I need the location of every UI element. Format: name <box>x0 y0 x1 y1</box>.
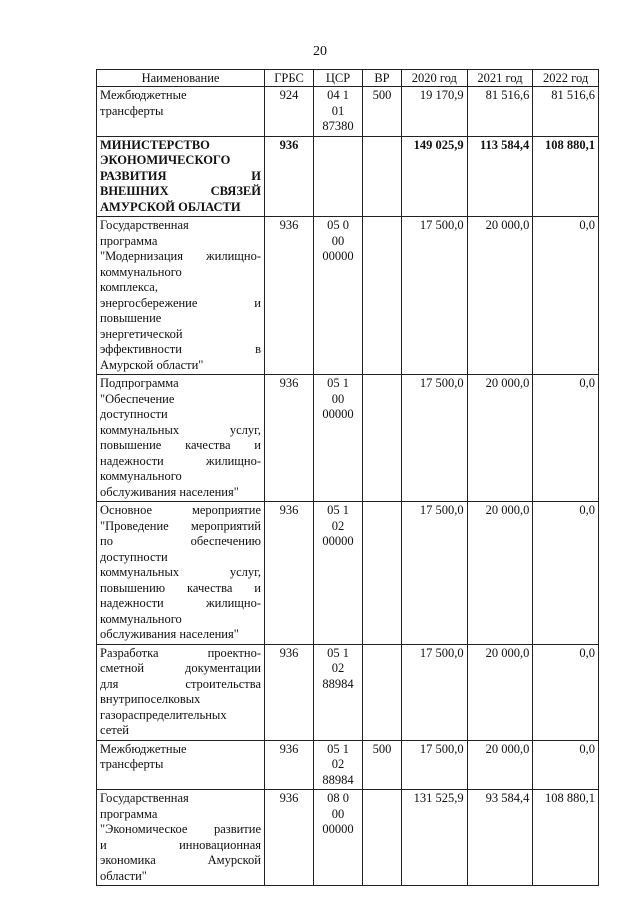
name-line: коммунальных услуг, <box>100 565 261 579</box>
name-line: ВНЕШНИХ СВЯЗЕЙ <box>100 184 261 198</box>
cell-2022: 0,0 <box>533 217 599 375</box>
name-line: повышение <box>100 311 162 325</box>
name-line: ЭКОНОМИЧЕСКОГО <box>100 153 231 167</box>
name-line: трансферты <box>100 757 164 771</box>
cell-vr <box>363 790 402 886</box>
csr-line: 00000 <box>322 534 354 548</box>
cell-grbs: 936 <box>265 790 314 886</box>
name-line: повышению качества и <box>100 580 261 595</box>
cell-csr <box>314 375 363 502</box>
name-line: внутрипоселковых <box>100 692 201 706</box>
page-number: 20 <box>313 44 327 59</box>
csr-line: 02 <box>331 757 345 771</box>
cell-name <box>97 87 265 137</box>
cell-name <box>97 644 265 740</box>
name-line: Государственная <box>100 218 189 232</box>
cell-grbs: 936 <box>265 502 314 645</box>
name-line: доступности <box>100 407 168 421</box>
cell-2022: 0,0 <box>533 740 599 790</box>
csr-line: 05 1 <box>327 645 349 660</box>
csr-line: 05 1 <box>327 503 349 517</box>
cell-csr <box>314 87 363 137</box>
cell-vr <box>363 644 402 740</box>
name-line: программа <box>100 806 158 821</box>
table-header-row <box>97 70 599 87</box>
column-header-grbs: ГРБС <box>265 70 314 87</box>
name-line: повышение качества и <box>100 438 261 452</box>
name-line: Межбюджетные <box>100 741 187 756</box>
name-line: Подпрограмма <box>100 376 179 390</box>
cell-vr: 500 <box>363 87 402 137</box>
name-line: Межбюджетные <box>100 88 187 102</box>
cell-name <box>97 136 265 217</box>
budget-table <box>96 69 599 886</box>
cell-2022: 0,0 <box>533 644 599 740</box>
cell-2022: 0,0 <box>533 375 599 502</box>
name-line: "Обеспечение <box>100 391 175 406</box>
name-line: газораспределительных <box>100 707 227 722</box>
name-line: комплекса, <box>100 280 158 294</box>
cell-vr <box>363 375 402 502</box>
cell-name <box>97 740 265 790</box>
column-header-csr: ЦСР <box>314 70 363 87</box>
csr-line: 05 1 <box>327 741 349 756</box>
cell-2020: 17 500,0 <box>402 217 468 375</box>
column-header-2021: 2021 год <box>467 70 533 87</box>
name-line: АМУРСКОЙ ОБЛАСТИ <box>100 199 241 214</box>
csr-line: 00000 <box>322 822 354 836</box>
cell-csr <box>314 136 363 217</box>
name-line: "Проведение мероприятий <box>100 518 261 533</box>
cell-vr: 500 <box>363 740 402 790</box>
cell-grbs: 936 <box>265 644 314 740</box>
csr-line: 05 1 <box>327 376 349 390</box>
cell-vr <box>363 136 402 217</box>
cell-2020: 17 500,0 <box>402 644 468 740</box>
name-line: эффективности в <box>100 342 261 356</box>
column-header-2022: 2022 год <box>533 70 599 87</box>
csr-line: 00 <box>331 391 345 406</box>
name-line: коммунальных услуг, <box>100 422 261 437</box>
table-body <box>97 87 599 886</box>
csr-line: 00000 <box>322 407 354 421</box>
name-line: доступности <box>100 549 168 564</box>
name-line: энергосбережение и <box>100 295 261 310</box>
cell-2021: 20 000,0 <box>467 644 533 740</box>
cell-2021: 20 000,0 <box>467 375 533 502</box>
csr-line: 88984 <box>322 676 354 691</box>
table-row <box>97 375 599 502</box>
table-row <box>97 790 599 886</box>
cell-2020: 17 500,0 <box>402 502 468 645</box>
table-row <box>97 644 599 740</box>
name-line: энергетической <box>100 326 183 341</box>
csr-line: 01 <box>331 103 345 118</box>
name-line: МИНИСТЕРСТВО <box>100 137 210 152</box>
cell-grbs: 936 <box>265 740 314 790</box>
cell-2020: 149 025,9 <box>402 136 468 217</box>
cell-grbs: 924 <box>265 87 314 137</box>
name-line: коммунального <box>100 264 182 279</box>
csr-line: 05 0 <box>327 218 349 232</box>
cell-2020: 17 500,0 <box>402 740 468 790</box>
table-row <box>97 87 599 137</box>
csr-line: 87380 <box>322 119 354 133</box>
name-line: области" <box>100 868 147 883</box>
table-row <box>97 740 599 790</box>
cell-2021: 93 584,4 <box>467 790 533 886</box>
cell-2021: 113 584,4 <box>467 136 533 217</box>
cell-2022: 108 880,1 <box>533 790 599 886</box>
name-line: программа <box>100 233 158 248</box>
cell-grbs: 936 <box>265 217 314 375</box>
name-line: надежности жилищно- <box>100 453 261 468</box>
name-line: "Модернизация жилищно- <box>100 249 261 263</box>
cell-2021: 81 516,6 <box>467 87 533 137</box>
column-header-name: Наименование <box>97 70 265 87</box>
cell-2020: 17 500,0 <box>402 375 468 502</box>
name-line: Основное мероприятие <box>100 503 261 517</box>
name-line: коммунального <box>100 611 182 626</box>
cell-2021: 20 000,0 <box>467 217 533 375</box>
name-line: надежности жилищно- <box>100 596 261 610</box>
csr-line: 88984 <box>322 772 354 787</box>
table-row <box>97 136 599 217</box>
csr-line: 00000 <box>322 249 354 263</box>
table-row <box>97 502 599 645</box>
name-line: трансферты <box>100 103 164 118</box>
cell-2021: 20 000,0 <box>467 740 533 790</box>
cell-2022: 108 880,1 <box>533 136 599 217</box>
name-line: обслуживания населения" <box>100 627 239 641</box>
name-line: экономика Амурской <box>100 853 261 867</box>
cell-2021: 20 000,0 <box>467 502 533 645</box>
name-line: Амурской области" <box>100 357 204 372</box>
name-line: Разработка проектно- <box>100 645 261 660</box>
cell-name <box>97 502 265 645</box>
cell-name <box>97 375 265 502</box>
csr-line: 02 <box>331 661 345 675</box>
column-header-vr: ВР <box>363 70 402 87</box>
cell-csr <box>314 502 363 645</box>
name-line: для строительства <box>100 676 261 691</box>
table-row <box>97 217 599 375</box>
name-line: коммунального <box>100 469 182 483</box>
csr-line: 02 <box>331 518 345 533</box>
cell-2022: 0,0 <box>533 502 599 645</box>
name-line: по обеспечению <box>100 534 261 548</box>
cell-2022: 81 516,6 <box>533 87 599 137</box>
csr-line: 00 <box>331 233 345 248</box>
cell-vr <box>363 502 402 645</box>
cell-grbs: 936 <box>265 136 314 217</box>
name-line: обслуживания населения" <box>100 484 239 499</box>
name-line: сетей <box>100 723 129 737</box>
name-line: и инновационная <box>100 837 261 852</box>
cell-csr <box>314 217 363 375</box>
name-line: сметной документации <box>100 661 261 675</box>
csr-line: 00 <box>331 806 345 821</box>
column-header-2020: 2020 год <box>402 70 468 87</box>
cell-csr <box>314 740 363 790</box>
cell-2020: 131 525,9 <box>402 790 468 886</box>
name-line: РАЗВИТИЯ И <box>100 168 261 183</box>
cell-name <box>97 217 265 375</box>
cell-vr <box>363 217 402 375</box>
cell-name <box>97 790 265 886</box>
name-line: "Экономическое развитие <box>100 822 261 836</box>
cell-grbs: 936 <box>265 375 314 502</box>
csr-line: 08 0 <box>327 791 349 805</box>
cell-2020: 19 170,9 <box>402 87 468 137</box>
name-line: Государственная <box>100 791 189 805</box>
csr-line: 04 1 <box>327 88 349 102</box>
cell-csr <box>314 790 363 886</box>
cell-csr <box>314 644 363 740</box>
